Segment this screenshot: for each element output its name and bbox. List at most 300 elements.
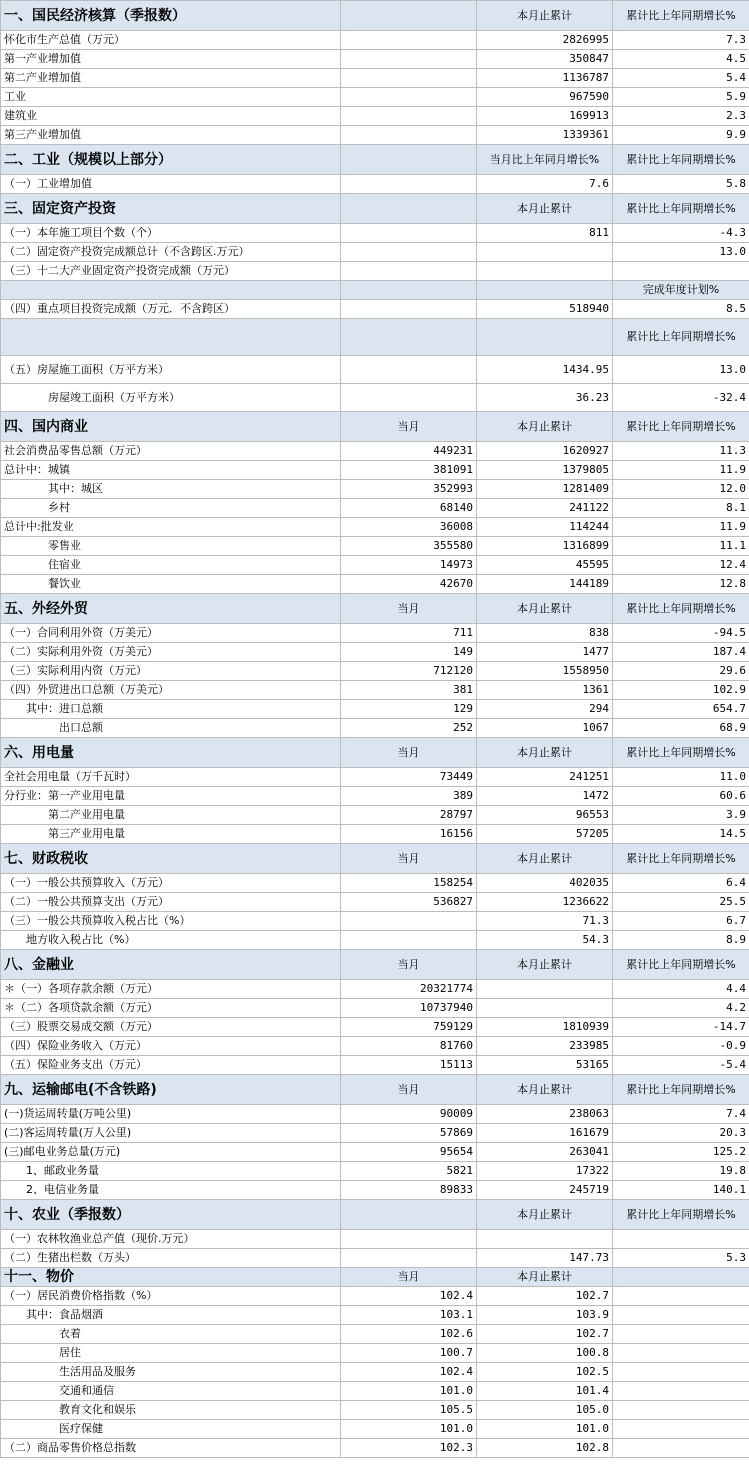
cell-cumulative: 54.3 [477, 931, 613, 950]
row-label: （四）重点项目投资完成额（万元．不含跨区） [1, 300, 341, 319]
table-row [1, 126, 749, 145]
cell-cumulative: 45595 [477, 556, 613, 575]
row-label: 工业 [1, 88, 341, 107]
col-header-growth: 累计比上年同期增长% [613, 594, 749, 624]
section-title: 八、金融业 [1, 950, 341, 980]
row-label: 衣着 [1, 1325, 341, 1344]
row-label: （二）商品零售价格总指数 [1, 1439, 341, 1458]
col-header-growth: 累计比上年同期增长% [613, 145, 749, 175]
cell-growth: 11.1 [613, 537, 749, 556]
row-label: 第三产业增加值 [1, 126, 341, 145]
cell-month: 5821 [341, 1162, 477, 1181]
section-title: 七、财政税收 [1, 844, 341, 874]
cell-growth: 5.4 [613, 69, 749, 88]
cell-growth: 5.3 [613, 1249, 749, 1268]
cell-cumulative: 1281409 [477, 480, 613, 499]
row-label: 出口总额 [1, 719, 341, 738]
col-header-cumulative: 当月比上年同月增长% [477, 145, 613, 175]
section-title: 六、用电量 [1, 738, 341, 768]
row-label: 餐饮业 [1, 575, 341, 594]
cell-month: 101.0 [341, 1420, 477, 1439]
row-label: 住宿业 [1, 556, 341, 575]
cell-month: 536827 [341, 893, 477, 912]
table-row [1, 1124, 749, 1143]
cell-cumulative [477, 243, 613, 262]
cell-growth: 29.6 [613, 662, 749, 681]
table-row [1, 175, 749, 194]
row-label: 第一产业增加值 [1, 50, 341, 69]
cell-growth [613, 1439, 749, 1458]
cell-growth: 12.8 [613, 575, 749, 594]
cell-cumulative: 114244 [477, 518, 613, 537]
cell-month [341, 262, 477, 281]
table-row [1, 1143, 749, 1162]
cell-growth: -14.7 [613, 1018, 749, 1037]
table-row [1, 768, 749, 787]
cell-growth: 12.4 [613, 556, 749, 575]
col-header-month: 当月 [341, 844, 477, 874]
cell-growth: 8.1 [613, 499, 749, 518]
cell-growth: 2.3 [613, 107, 749, 126]
cell-growth: 13.0 [613, 356, 749, 384]
cell-cumulative: 7.6 [477, 175, 613, 194]
cell-month: 100.7 [341, 1344, 477, 1363]
cell-month: 28797 [341, 806, 477, 825]
cell-cumulative: 144189 [477, 575, 613, 594]
row-label: （三）实际利用内资（万元） [1, 662, 341, 681]
cell-month: 759129 [341, 1018, 477, 1037]
table-row [1, 1420, 749, 1439]
cell-cumulative [477, 999, 613, 1018]
cell-growth: 13.0 [613, 243, 749, 262]
cell-month: 42670 [341, 575, 477, 594]
row-label: （三）十二大产业固定资产投资完成额（万元） [1, 262, 341, 281]
col-header-month: 当月 [341, 738, 477, 768]
row-label: （二）实际利用外资（万美元） [1, 643, 341, 662]
col-header-growth [613, 1268, 749, 1287]
cell-growth [613, 1306, 749, 1325]
row-label: 地方收入税占比（%） [1, 931, 341, 950]
row-label: 第二产业增加值 [1, 69, 341, 88]
table-row [1, 50, 749, 69]
cell-cumulative [477, 1230, 613, 1249]
col-header-month [341, 194, 477, 224]
row-label: （二）固定资产投资完成额总计（不含跨区.万元） [1, 243, 341, 262]
table-row [1, 1056, 749, 1075]
row-label: ＊（一）各项存款余额（万元） [1, 980, 341, 999]
cell-month: 36008 [341, 518, 477, 537]
cell-growth [613, 1230, 749, 1249]
cell-growth: -32.4 [613, 384, 749, 412]
cell-growth: -94.5 [613, 624, 749, 643]
cell-month: 15113 [341, 1056, 477, 1075]
cell-cumulative: 71.3 [477, 912, 613, 931]
cell-growth: 102.9 [613, 681, 749, 700]
row-label: （一）合同利用外资（万美元） [1, 624, 341, 643]
row-label: 零售业 [1, 537, 341, 556]
col-header-month: 当月 [341, 1075, 477, 1105]
row-label: 全社会用电量（万千瓦时） [1, 768, 341, 787]
table-row [1, 662, 749, 681]
row-label [1, 319, 341, 356]
table-row [1, 575, 749, 594]
cell-growth: 7.4 [613, 1105, 749, 1124]
row-label: 总计中:批发业 [1, 518, 341, 537]
section-header-row [1, 738, 749, 768]
table-row [1, 1439, 749, 1458]
col-header-cumulative: 本月止累计 [477, 950, 613, 980]
cell-month [341, 69, 477, 88]
table-row [1, 319, 749, 356]
cell-cumulative: 263041 [477, 1143, 613, 1162]
col-header-growth: 累计比上年同期增长% [613, 1, 749, 31]
col-header-growth: 累计比上年同期增长% [613, 738, 749, 768]
cell-cumulative: 2826995 [477, 31, 613, 50]
cell-cumulative: 161679 [477, 1124, 613, 1143]
cell-cumulative [477, 319, 613, 356]
cell-cumulative: 1236622 [477, 893, 613, 912]
cell-month: 102.3 [341, 1439, 477, 1458]
cell-month: 711 [341, 624, 477, 643]
cell-month: 10737940 [341, 999, 477, 1018]
table-row [1, 556, 749, 575]
table-row [1, 1249, 749, 1268]
section-title: 九、运输邮电(不含铁路) [1, 1075, 341, 1105]
cell-month [341, 1230, 477, 1249]
cell-month [341, 931, 477, 950]
table-row [1, 980, 749, 999]
cell-month [341, 88, 477, 107]
row-label: 其中：城区 [1, 480, 341, 499]
table-row [1, 1344, 749, 1363]
cell-growth: 6.4 [613, 874, 749, 893]
row-label: 社会消费品零售总额（万元） [1, 442, 341, 461]
cell-growth: 8.5 [613, 300, 749, 319]
section-header-row [1, 844, 749, 874]
cell-growth: 68.9 [613, 719, 749, 738]
section-header-row [1, 1, 749, 31]
cell-growth: 4.2 [613, 999, 749, 1018]
section-title: 一、国民经济核算（季报数） [1, 1, 341, 31]
table-row [1, 461, 749, 480]
cell-growth: 11.9 [613, 518, 749, 537]
table-row [1, 874, 749, 893]
row-label: （一）一般公共预算收入（万元） [1, 874, 341, 893]
cell-cumulative [477, 262, 613, 281]
row-label: （二）一般公共预算支出（万元） [1, 893, 341, 912]
table-row [1, 537, 749, 556]
row-label: （三）股票交易成交额（万元） [1, 1018, 341, 1037]
cell-growth: 140.1 [613, 1181, 749, 1200]
cell-month [341, 319, 477, 356]
section-title: 五、外经外贸 [1, 594, 341, 624]
cell-month: 355580 [341, 537, 477, 556]
table-row [1, 243, 749, 262]
cell-growth [613, 262, 749, 281]
cell-month: 158254 [341, 874, 477, 893]
table-row [1, 224, 749, 243]
cell-cumulative: 1620927 [477, 442, 613, 461]
col-header-month [341, 145, 477, 175]
cell-month: 57869 [341, 1124, 477, 1143]
row-label: 第三产业用电量 [1, 825, 341, 844]
cell-cumulative: 241251 [477, 768, 613, 787]
cell-month: 81760 [341, 1037, 477, 1056]
col-header-growth: 累计比上年同期增长% [613, 1200, 749, 1230]
table-row [1, 643, 749, 662]
cell-cumulative: 102.5 [477, 1363, 613, 1382]
cell-growth: 9.9 [613, 126, 749, 145]
col-header-cumulative: 本月止累计 [477, 1075, 613, 1105]
row-label: 医疗保健 [1, 1420, 341, 1439]
col-header-month: 当月 [341, 950, 477, 980]
cell-growth: 11.9 [613, 461, 749, 480]
table-row [1, 262, 749, 281]
cell-month: 381091 [341, 461, 477, 480]
cell-month: 102.4 [341, 1287, 477, 1306]
cell-month: 352993 [341, 480, 477, 499]
cell-cumulative [477, 281, 613, 300]
col-header-growth: 累计比上年同期增长% [613, 412, 749, 442]
cell-month [341, 912, 477, 931]
row-label: 分行业：第一产业用电量 [1, 787, 341, 806]
cell-growth: -5.4 [613, 1056, 749, 1075]
table-row [1, 1018, 749, 1037]
cell-cumulative: 147.73 [477, 1249, 613, 1268]
cell-growth [613, 1344, 749, 1363]
cell-growth: 125.2 [613, 1143, 749, 1162]
row-label: （三）一般公共预算收入税占比（%） [1, 912, 341, 931]
row-label: （一）工业增加值 [1, 175, 341, 194]
cell-cumulative: 1434.95 [477, 356, 613, 384]
cell-growth: 60.6 [613, 787, 749, 806]
col-header-cumulative: 本月止累计 [477, 594, 613, 624]
cell-month [341, 224, 477, 243]
cell-cumulative: 1477 [477, 643, 613, 662]
row-label: 房屋竣工面积（万平方米） [1, 384, 341, 412]
cell-month: 102.6 [341, 1325, 477, 1344]
cell-cumulative: 1339361 [477, 126, 613, 145]
cell-cumulative: 245719 [477, 1181, 613, 1200]
col-header-growth: 累计比上年同期增长% [613, 194, 749, 224]
cell-cumulative: 96553 [477, 806, 613, 825]
row-label: (一)货运周转量(万吨公里) [1, 1105, 341, 1124]
cell-month [341, 126, 477, 145]
col-header-month: 当月 [341, 594, 477, 624]
cell-month [341, 356, 477, 384]
section-header-row [1, 594, 749, 624]
table-row [1, 681, 749, 700]
table-row [1, 281, 749, 300]
section-header-row [1, 950, 749, 980]
cell-cumulative: 57205 [477, 825, 613, 844]
cell-month: 105.5 [341, 1401, 477, 1420]
row-label: （四）外贸进出口总额（万美元） [1, 681, 341, 700]
table-row [1, 1363, 749, 1382]
row-label: 总计中：城镇 [1, 461, 341, 480]
section-header-row [1, 194, 749, 224]
row-label: 2、电信业务量 [1, 1181, 341, 1200]
col-header-cumulative: 本月止累计 [477, 194, 613, 224]
cell-month: 103.1 [341, 1306, 477, 1325]
cell-growth: 11.0 [613, 768, 749, 787]
cell-month: 20321774 [341, 980, 477, 999]
table-row [1, 624, 749, 643]
section-header-row [1, 1075, 749, 1105]
col-header-cumulative: 本月止累计 [477, 1268, 613, 1287]
table-row [1, 300, 749, 319]
table-row [1, 1287, 749, 1306]
table-row [1, 1037, 749, 1056]
cell-cumulative: 1379805 [477, 461, 613, 480]
table-row [1, 88, 749, 107]
row-label [1, 281, 341, 300]
cell-cumulative: 233985 [477, 1037, 613, 1056]
row-label: (三)邮电业务总量(万元) [1, 1143, 341, 1162]
section-title: 二、工业（规模以上部分） [1, 145, 341, 175]
cell-month: 73449 [341, 768, 477, 787]
cell-month: 90009 [341, 1105, 477, 1124]
row-label: 教育文化和娱乐 [1, 1401, 341, 1420]
table-row [1, 1401, 749, 1420]
table-row [1, 1230, 749, 1249]
row-label: 居住 [1, 1344, 341, 1363]
cell-month [341, 281, 477, 300]
cell-cumulative: 36.23 [477, 384, 613, 412]
table-row [1, 700, 749, 719]
col-header-cumulative: 本月止累计 [477, 1, 613, 31]
table-row [1, 787, 749, 806]
cell-growth: 5.8 [613, 175, 749, 194]
col-header-month [341, 1200, 477, 1230]
row-label: （二）生猪出栏数（万头） [1, 1249, 341, 1268]
table-row [1, 442, 749, 461]
cell-month [341, 31, 477, 50]
cell-cumulative: 241122 [477, 499, 613, 518]
cell-cumulative: 238063 [477, 1105, 613, 1124]
row-label: 其中：食品烟酒 [1, 1306, 341, 1325]
cell-cumulative: 1361 [477, 681, 613, 700]
cell-month [341, 384, 477, 412]
cell-growth: 12.0 [613, 480, 749, 499]
col-header-cumulative: 本月止累计 [477, 412, 613, 442]
cell-growth: 654.7 [613, 700, 749, 719]
table-row [1, 806, 749, 825]
section-title: 四、国内商业 [1, 412, 341, 442]
cell-month: 89833 [341, 1181, 477, 1200]
table-row [1, 31, 749, 50]
row-label: （四）保险业务收入（万元） [1, 1037, 341, 1056]
cell-growth [613, 1287, 749, 1306]
table-row [1, 893, 749, 912]
cell-cumulative: 100.8 [477, 1344, 613, 1363]
table-row [1, 1382, 749, 1401]
cell-month: 389 [341, 787, 477, 806]
cell-cumulative: 1472 [477, 787, 613, 806]
cell-cumulative: 1136787 [477, 69, 613, 88]
cell-growth: 4.5 [613, 50, 749, 69]
table-row [1, 384, 749, 412]
col-header-month [341, 1, 477, 31]
cell-month: 101.0 [341, 1382, 477, 1401]
row-label: 怀化市生产总值（万元） [1, 31, 341, 50]
table-row [1, 1162, 749, 1181]
row-label: （一）农林牧渔业总产值（现价.万元） [1, 1230, 341, 1249]
section-header-row [1, 145, 749, 175]
cell-growth: 11.3 [613, 442, 749, 461]
cell-cumulative: 102.7 [477, 1325, 613, 1344]
cell-growth: 25.5 [613, 893, 749, 912]
cell-month [341, 50, 477, 69]
cell-cumulative: 102.7 [477, 1287, 613, 1306]
row-label: 生活用品及服务 [1, 1363, 341, 1382]
table-row [1, 719, 749, 738]
table-row [1, 1325, 749, 1344]
cell-month [341, 1249, 477, 1268]
cell-month: 381 [341, 681, 477, 700]
cell-growth: 3.9 [613, 806, 749, 825]
cell-growth: 187.4 [613, 643, 749, 662]
table-row [1, 1181, 749, 1200]
cell-growth [613, 1363, 749, 1382]
cell-cumulative: 811 [477, 224, 613, 243]
table-row [1, 69, 749, 88]
table-row [1, 825, 749, 844]
cell-month [341, 107, 477, 126]
cell-cumulative [477, 980, 613, 999]
cell-cumulative: 169913 [477, 107, 613, 126]
cell-growth: 完成年度计划% [613, 281, 749, 300]
statistics-table-body [1, 1, 749, 1458]
cell-cumulative: 967590 [477, 88, 613, 107]
cell-month: 449231 [341, 442, 477, 461]
table-row [1, 107, 749, 126]
cell-month [341, 175, 477, 194]
table-row [1, 499, 749, 518]
col-header-growth: 累计比上年同期增长% [613, 844, 749, 874]
cell-cumulative: 101.0 [477, 1420, 613, 1439]
row-label: （五）房屋施工面积（万平方米） [1, 356, 341, 384]
row-label: （一）居民消费价格指数（%） [1, 1287, 341, 1306]
section-header-row [1, 412, 749, 442]
cell-cumulative: 53165 [477, 1056, 613, 1075]
cell-growth [613, 1325, 749, 1344]
row-label: 交通和通信 [1, 1382, 341, 1401]
cell-growth: 20.3 [613, 1124, 749, 1143]
cell-month: 149 [341, 643, 477, 662]
cell-month: 14973 [341, 556, 477, 575]
row-label: 1、邮政业务量 [1, 1162, 341, 1181]
table-row [1, 1105, 749, 1124]
cell-growth: -4.3 [613, 224, 749, 243]
table-row [1, 912, 749, 931]
section-title: 十、农业（季报数） [1, 1200, 341, 1230]
cell-cumulative: 350847 [477, 50, 613, 69]
cell-growth: 19.8 [613, 1162, 749, 1181]
col-header-cumulative: 本月止累计 [477, 1200, 613, 1230]
cell-month: 129 [341, 700, 477, 719]
col-header-cumulative: 本月止累计 [477, 738, 613, 768]
table-row [1, 999, 749, 1018]
table-row [1, 931, 749, 950]
col-header-growth: 累计比上年同期增长% [613, 950, 749, 980]
table-row [1, 356, 749, 384]
section-title: 十一、物价 [1, 1268, 341, 1287]
cell-cumulative: 105.0 [477, 1401, 613, 1420]
cell-cumulative: 1316899 [477, 537, 613, 556]
table-row [1, 480, 749, 499]
row-label: （五）保险业务支出（万元） [1, 1056, 341, 1075]
